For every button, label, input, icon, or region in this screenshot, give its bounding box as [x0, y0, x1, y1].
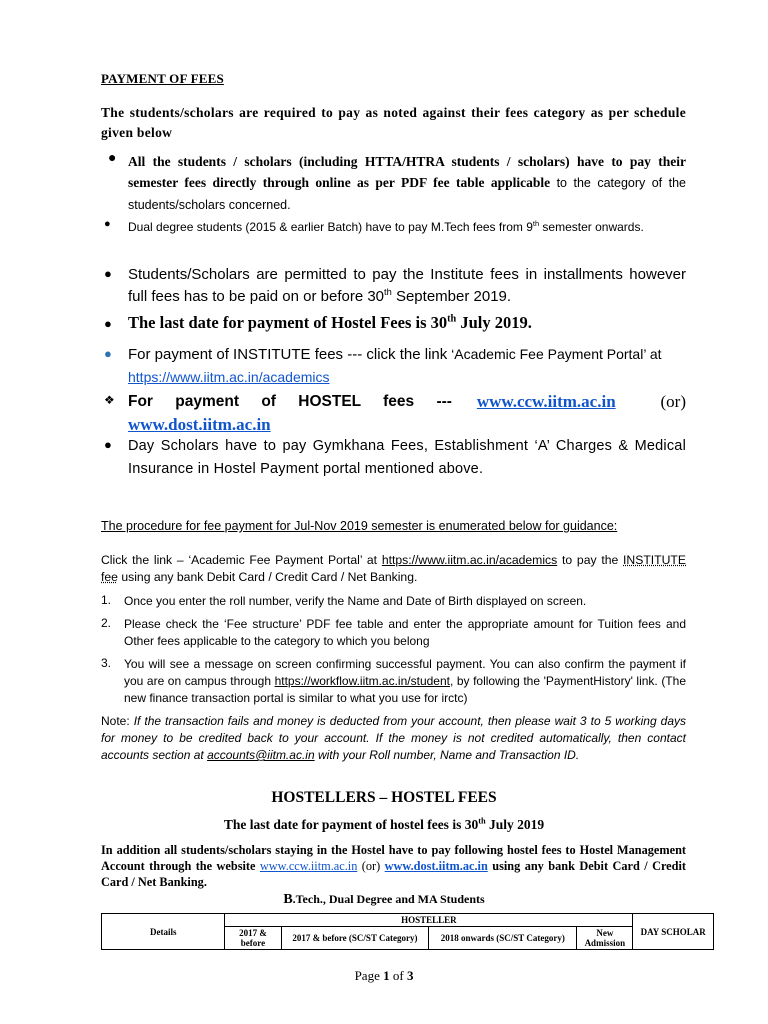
bullet-dot: ● [104, 316, 112, 331]
click-link-paragraph: Click the link – ‘Academic Fee Payment Portal’ at https://www.iitm.ac.in/academics to pay the INSTITUTE fee using any bank Debit Card / Credit Card / Net Banking. [101, 553, 686, 584]
bullet-installments: Students/Scholars are permitted to pay the Institute fees in installments however full fees has to be paid on or before 30th September 2019. [128, 266, 686, 305]
hostel-fees-paragraph: In addition all students/scholars staying in the Hostel have to pay following hostel fees to Hostel Management Account through the website www.ccw.iitm.ac.in (or) www.dost.iitm.ac.in using any bank Debit Card / Credit Card / Net Banking. [101, 843, 686, 889]
bullet-hostel-last-date: The last date for payment of Hostel Fees is 30th July 2019. [128, 313, 532, 332]
step-number: 3. [101, 656, 112, 670]
page-title: PAYMENT OF FEES [101, 71, 224, 86]
dost-link[interactable]: www.dost.iitm.ac.in [384, 859, 488, 873]
hostel-fee-table [101, 913, 714, 950]
procedure-title: The procedure for fee payment for Jul-Nov 2019 semester is enumerated below for guidance: [101, 519, 618, 533]
diamond-bullet-icon: ❖ [104, 393, 115, 407]
column-header: 2018 onwards (SC/ST Category) [429, 927, 577, 950]
ccw-link[interactable]: www.ccw.iitm.ac.in [476, 392, 616, 411]
dost-link[interactable]: www.dost.iitm.ac.in [128, 415, 271, 434]
step-1: Once you enter the roll number, verify the Name and Date of Birth displayed on screen. [124, 594, 587, 608]
bullet-dual-degree: Dual degree students (2015 & earlier Batch) have to pay M.Tech fees from 9th semester onwards. [128, 219, 644, 234]
column-header: 2017 & before [225, 927, 281, 950]
academics-link[interactable]: https://www.iitm.ac.in/academics [381, 553, 558, 567]
column-header: 2017 & before (SC/ST Category) [281, 927, 429, 950]
btech-heading: B.Tech., Dual Degree and MA Students [283, 892, 485, 907]
academics-link[interactable]: https://www.iitm.ac.in/academics [128, 369, 330, 385]
bullet-dot: ● [104, 266, 112, 281]
step-number: 1. [101, 593, 112, 607]
day-scholar-header: DAY SCHOLAR [633, 914, 714, 950]
bullet-dot: ● [104, 218, 111, 230]
column-header: New Admission [577, 927, 633, 950]
accounts-email-link[interactable]: accounts@iitm.ac.in [207, 748, 315, 762]
bullet-dot: ● [108, 151, 117, 166]
bullet-dot: ● [104, 346, 112, 361]
note-paragraph: Note: If the transaction fails and money is deducted from your account, then please wait 3 to 5 working days for money to be credited back to your account. If the money is not credited automatically, then contact accounts section at accounts@iitm.ac.in with your Roll number, Name and Transaction ID. [101, 714, 686, 762]
ccw-link[interactable]: www.ccw.iitm.ac.in [259, 859, 358, 873]
hostel-last-date: The last date for payment of hostel fees is 30th July 2019 [223, 816, 545, 832]
hostellers-heading: HOSTELLERS – HOSTEL FEES [271, 789, 497, 806]
step-3: You will see a message on screen confirming successful payment. You can also confirm the payment if you are on campus through https://workflow.iitm.ac.in/student, by following the 'PaymentHistory' link. (The new finance transaction portal is similar to what you use for irctc) [124, 657, 686, 705]
bullet-hostel-fees: For payment of HOSTEL fees --- www.ccw.iitm.ac.in (or) www.dost.iitm.ac.in [128, 392, 686, 434]
bullet-institute-fees: For payment of INSTITUTE fees --- click the link ‘Academic Fee Payment Portal’ at https://www.iitm.ac.in/academics [128, 346, 662, 385]
details-header: Details [102, 914, 225, 950]
workflow-link[interactable]: https://workflow.iitm.ac.in/student [274, 674, 450, 688]
page-footer: Page 1 of 3 [354, 968, 414, 983]
bullet-day-scholars: Day Scholars have to pay Gymkhana Fees, Establishment ‘A’ Charges & Medical Insurance in Hostel Payment portal mentioned above. [128, 438, 686, 477]
bullet-dot: ● [104, 437, 112, 452]
step-number: 2. [101, 616, 112, 630]
hosteller-header: HOSTELLER [225, 914, 633, 927]
intro-paragraph: The students/scholars are required to pay as noted against their fees category as per schedule given below [101, 105, 686, 140]
bullet-online-payment: All the students / scholars (including HTTA/HTRA students / scholars) have to pay their semester fees directly through online as per PDF fee table applicable to the category of the students/scholars concerned. [128, 154, 686, 212]
step-2: Please check the ‘Fee structure’ PDF fee table and enter the appropriate amount for Tuition fees and Other fees applicable to the category to which you belong [124, 617, 686, 648]
